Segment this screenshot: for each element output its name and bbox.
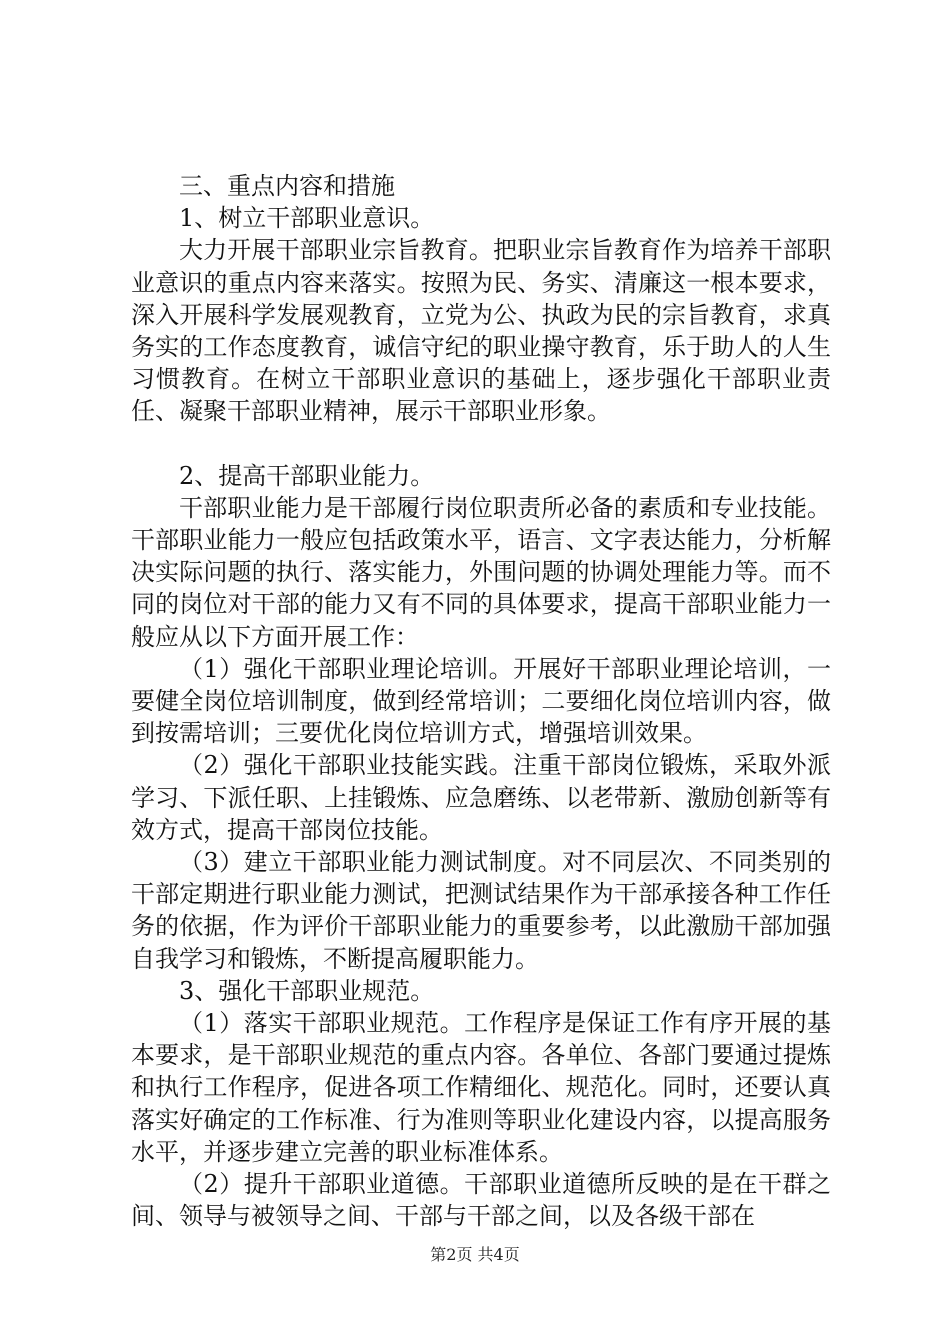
subheading-3: 3、强化干部职业规范。 — [179, 976, 435, 1005]
paragraph-2: 干部职业能力是干部履行岗位职责所必备的素质和专业技能。干部职业能力一般应包括政策水平，语言、文字表达能力，分析解决实际问题的执行、落实能力，外围问题的协调处理能力等。而不同的岗位对干部的能力又有不同的具体要求，提高干部职业能力一般应从以下方面开展工作： — [131, 493, 831, 651]
paragraph-3: （1）强化干部职业理论培训。开展好干部职业理论培训，一要健全岗位培训制度，做到经常培训；二要细化岗位培训内容，做到按需培训；三要优化岗位培训方式，增强培训效果。 — [131, 654, 831, 748]
page-number-label: 第2页 共4页 — [430, 1245, 520, 1264]
paragraph-5: （3）建立干部职业能力测试制度。对不同层次、不同类别的干部定期进行职业能力测试，把测试结果作为干部承接各种工作任务的依据，作为评价干部职业能力的重要参考，以此激励干部加强自我学习和锻炼，不断提高履职能力。 — [131, 848, 831, 973]
paragraph-1: 大力开展干部职业宗旨教育。把职业宗旨教育作为培养干部职业意识的重点内容来落实。按照为民、务实、清廉这一根本要求，深入开展科学发展观教育，立党为公、执政为民的宗旨教育，求真务实的工作态度教育，诚信守纪的职业操守教育，乐于助人的人生习惯教育。在树立干部职业意识的基础上，逐步强化干部职业责任、凝聚干部职业精神，展示干部职业形象。 — [131, 236, 831, 426]
subheading-2: 2、提高干部职业能力。 — [179, 461, 435, 490]
paragraph-7: （2）提升干部职业道德。干部职业道德所反映的是在干群之间、领导与被领导之间、干部与干部之间，以及各级干部在 — [131, 1170, 831, 1231]
section-heading-3: 三、重点内容和措施 — [179, 172, 395, 200]
page-footer — [0, 1245, 950, 1265]
paragraph-6: （1）落实干部职业规范。工作程序是保证工作有序开展的基本要求，是干部职业规范的重点内容。各单位、各部门要通过提炼和执行工作程序，促进各项工作精细化、规范化。同时，还要认真落实好确定的工作标准、行为准则等职业化建设内容，以提高服务水平，并逐步建立完善的职业标准体系。 — [131, 1009, 831, 1166]
paragraph-gap — [131, 428, 831, 460]
document-body — [131, 170, 831, 1233]
paragraph-4: （2）强化干部职业技能实践。注重干部岗位锻炼，采取外派学习、下派任职、上挂锻炼、应急磨练、以老带新、激励创新等有效方式，提高干部岗位技能。 — [131, 751, 831, 844]
subheading-1: 1、树立干部职业意识。 — [179, 204, 435, 233]
